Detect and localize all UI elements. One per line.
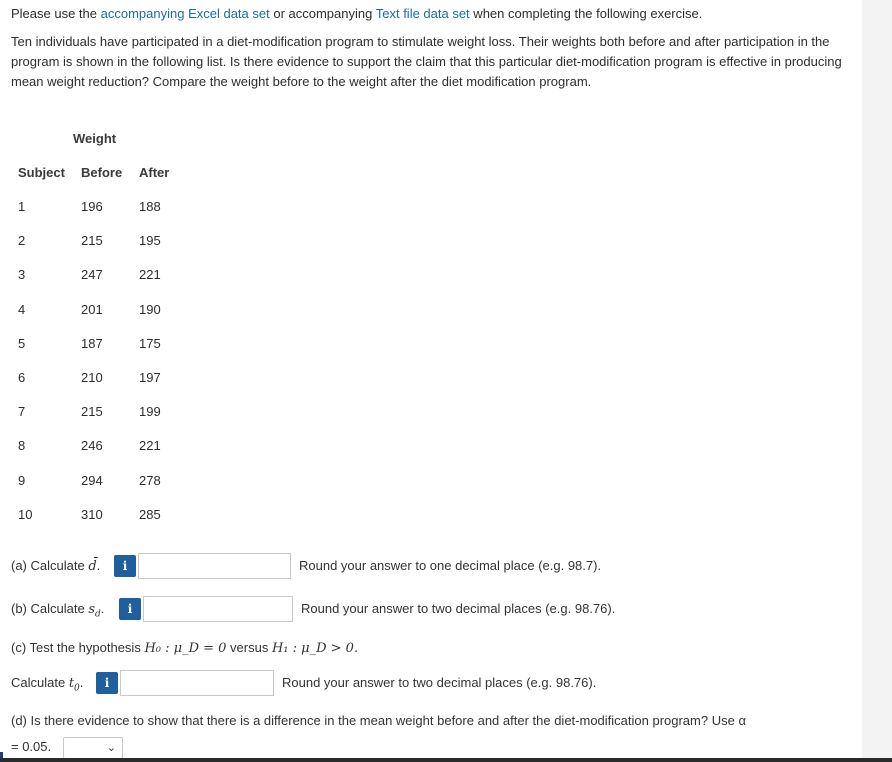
before-cell: 215 — [81, 233, 103, 248]
header-after: After — [139, 165, 170, 180]
after-cell: 221 — [139, 438, 161, 453]
hint-a: Round your answer to one decimal place (e.g. 98.7). — [299, 558, 602, 573]
before-cell: 187 — [81, 336, 103, 351]
question-d-label: (d) Is there evidence to show that there is a difference in the mean weight before and after the diet-modification program? Use α — [11, 713, 746, 728]
t-subscript: 0 — [74, 683, 80, 694]
hint-b: Round your answer to two decimal places (e.g. 98.76). — [301, 601, 616, 616]
text-file-data-link[interactable]: Text file data set — [375, 6, 470, 21]
alt-hypothesis: H₁ : μ_D > 0. — [271, 641, 359, 656]
answer-d-dropdown[interactable] — [63, 737, 123, 759]
before-cell: 196 — [81, 199, 103, 214]
intro-post: when completing the following exercise. — [469, 6, 703, 21]
after-cell: 195 — [139, 233, 161, 248]
bottom-bar — [0, 758, 892, 762]
sd-subscript: d — [94, 609, 101, 620]
before-cell: 210 — [81, 370, 103, 385]
null-hypothesis: H₀ : μ_D = 0 — [144, 641, 227, 656]
answer-c-input[interactable] — [120, 670, 274, 696]
chevron-down-icon: ⌄ — [106, 742, 116, 754]
problem-text: Ten individuals have participated in a diet-modification program to stimulate weight loss. Their weights both before and after participation in the program is shown in the following list. Is there evidence to support the claim that this particular diet-modification program is effective in producing mean weight reduction? Compare the weight before to the weight after the diet modification program. — [11, 34, 842, 89]
t-symbol: t — [68, 676, 75, 691]
versus-text: versus — [226, 640, 272, 655]
after-cell: 175 — [139, 336, 161, 351]
subject-cell: 9 — [18, 473, 26, 488]
after-cell: 188 — [139, 199, 161, 214]
question-d-alpha: = 0.05. — [11, 739, 52, 754]
intro-text — [11, 4, 849, 24]
question-b-text: (b) Calculate — [11, 601, 89, 616]
question-a-suffix: . — [96, 558, 101, 573]
before-cell: 247 — [81, 267, 103, 282]
after-cell: 190 — [139, 302, 161, 317]
before-cell: 310 — [81, 507, 103, 522]
subject-cell: 2 — [18, 233, 26, 248]
info-icon[interactable]: i — [96, 672, 118, 694]
after-cell: 285 — [139, 507, 161, 522]
dbar-symbol: d̄ — [88, 559, 97, 574]
weight-group-header: Weight — [73, 131, 117, 146]
sd-symbol: s — [88, 602, 95, 617]
question-a-text: (a) Calculate — [11, 558, 89, 573]
question-c-text: (c) Test the hypothesis — [11, 640, 145, 655]
question-b-suffix: . — [100, 601, 105, 616]
subject-cell: 8 — [18, 438, 26, 453]
info-icon[interactable]: i — [119, 598, 141, 620]
question-b-label — [11, 600, 104, 624]
answer-a-input[interactable] — [138, 553, 291, 579]
subject-cell: 4 — [18, 302, 26, 317]
hint-c: Round your answer to two decimal places (e.g. 98.76). — [282, 675, 597, 690]
info-icon[interactable]: i — [114, 555, 136, 577]
header-subject: Subject — [18, 165, 65, 180]
question-a-label — [11, 557, 100, 576]
intro-pre: Please use the — [11, 6, 101, 21]
before-cell: 215 — [81, 404, 103, 419]
subject-cell: 1 — [18, 199, 26, 214]
answer-b-input[interactable] — [143, 596, 293, 622]
after-cell: 199 — [139, 404, 161, 419]
subject-cell: 5 — [18, 336, 26, 351]
intro-mid: or accompanying — [269, 6, 376, 21]
header-before: Before — [81, 165, 123, 180]
after-cell: 278 — [139, 473, 161, 488]
calculate-t0-label — [11, 674, 83, 698]
after-cell: 221 — [139, 267, 161, 282]
calculate-text: Calculate — [11, 675, 69, 690]
calc-suffix: . — [79, 675, 84, 690]
subject-cell: 3 — [18, 267, 26, 282]
before-cell: 201 — [81, 302, 103, 317]
subject-cell: 7 — [18, 404, 26, 419]
subject-cell: 6 — [18, 370, 26, 385]
question-c-label — [11, 639, 358, 658]
after-cell: 197 — [139, 370, 161, 385]
before-cell: 246 — [81, 438, 103, 453]
excel-data-link[interactable]: accompanying Excel data set — [100, 6, 270, 21]
subject-cell: 10 — [18, 507, 33, 522]
before-cell: 294 — [81, 473, 103, 488]
